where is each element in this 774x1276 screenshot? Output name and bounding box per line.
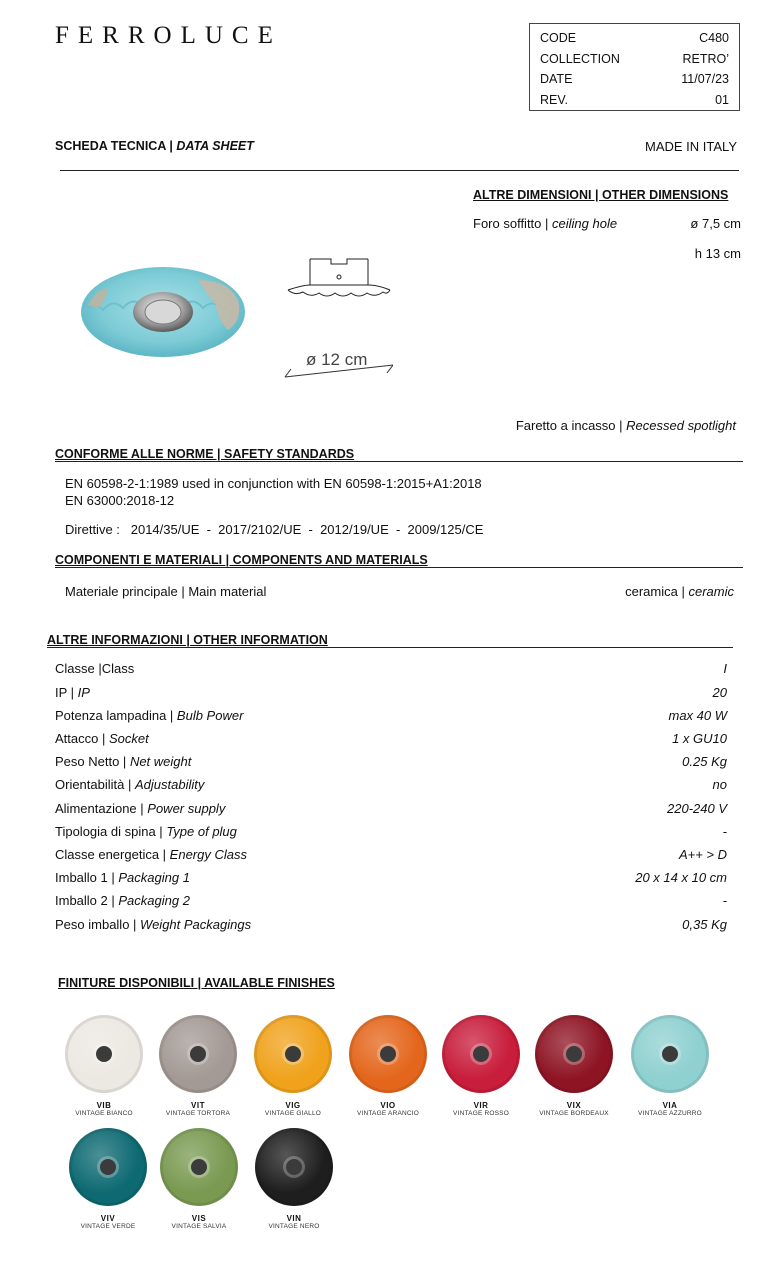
finish-code: VIR (473, 1101, 489, 1110)
row-label (55, 708, 243, 723)
finish-swatch-vio (348, 1015, 428, 1118)
row-label (55, 893, 190, 908)
row-label-en: Weight Packagings (140, 917, 252, 932)
brand-logo: FERROLUCE (55, 22, 282, 49)
divider (60, 170, 739, 171)
info-table-row (55, 708, 727, 723)
other-dimensions-title: ALTRE DIMENSIONI | OTHER DIMENSIONS (473, 188, 729, 202)
finish-code: VIS (191, 1214, 207, 1223)
finish-swatch-vin (254, 1128, 334, 1231)
standards-line-2: EN 63000:2018-12 (65, 493, 175, 508)
row-label (55, 731, 149, 746)
row-label (55, 685, 90, 700)
row-label-en: IP (77, 685, 90, 700)
row-label-it: Peso imballo | (55, 917, 137, 932)
row-value: A++ > D (678, 847, 727, 862)
row-value: 20 x 14 x 10 cm (635, 870, 727, 885)
finish-hole (286, 1159, 302, 1175)
row-label (55, 870, 190, 885)
finish-hole (380, 1046, 396, 1062)
finish-swatch-vib (64, 1015, 144, 1118)
info-label: COLLECTION (540, 51, 620, 66)
finish-color-disc (65, 1015, 143, 1093)
page-title (55, 139, 254, 153)
finish-code: VIX (566, 1101, 582, 1110)
finish-swatch-via (630, 1015, 710, 1118)
finish-hole (473, 1046, 489, 1062)
row-label-en: Packaging 1 (118, 870, 190, 885)
info-value: C480 (699, 31, 729, 45)
row-label (55, 847, 247, 862)
finish-code: VIB (96, 1101, 112, 1110)
row-value: - (722, 893, 727, 908)
main-material-label: Materiale principale | Main material (65, 584, 267, 599)
info-table-row (55, 685, 727, 700)
row-label-it: Tipologia di spina | (55, 824, 163, 839)
row-value: 220-240 V (667, 801, 727, 816)
other-info-title: ALTRE INFORMAZIONI | OTHER INFORMATION (47, 633, 328, 647)
main-material-value (625, 584, 734, 599)
diameter-label: ø 12 cm (306, 350, 368, 369)
info-table-row (55, 824, 727, 839)
finish-name: VINTAGE AZZURRO (638, 1110, 702, 1117)
row-value: max 40 W (668, 708, 727, 723)
finish-swatch-vit (158, 1015, 238, 1118)
finish-color-disc (160, 1128, 238, 1206)
finish-swatch-vis (159, 1128, 239, 1231)
made-in-label: MADE IN ITALY (645, 139, 737, 154)
standards-title: CONFORME ALLE NORME | SAFETY STANDARDS (55, 447, 355, 461)
finish-color-disc (69, 1128, 147, 1206)
finish-name: VINTAGE VERDE (80, 1223, 136, 1230)
finish-name: VINTAGE ROSSO (453, 1110, 509, 1117)
ceiling-hole-label-en: ceiling hole (552, 216, 618, 231)
finish-code: VIO (380, 1101, 396, 1110)
row-label (55, 661, 134, 676)
row-label (55, 754, 191, 769)
info-row-date (540, 69, 729, 90)
directives-line: Direttive : 2014/35/UE - 2017/2102/UE - 2012/19/UE - 2009/125/CE (65, 522, 484, 537)
divider (55, 461, 743, 462)
row-label-it: Potenza lampadina | (55, 708, 174, 723)
finish-code: VIV (100, 1214, 116, 1223)
row-label-en: Net weight (129, 754, 192, 769)
row-label-en: Power supply (147, 801, 226, 816)
row-label-it: Attacco | (55, 731, 106, 746)
finishes-title: FINITURE DISPONIBILI | AVAILABLE FINISHES (58, 976, 335, 990)
row-value: 0,35 Kg (682, 917, 727, 932)
row-label (55, 917, 251, 932)
info-table-row (55, 801, 727, 816)
finish-name: VINTAGE BORDEAUX (539, 1110, 609, 1117)
product-height: h 13 cm (694, 246, 741, 261)
finish-color-disc (254, 1015, 332, 1093)
finish-name: VINTAGE BIANCO (75, 1110, 133, 1117)
finish-color-disc (349, 1015, 427, 1093)
row-label-it: Imballo 1 | (55, 870, 115, 885)
finish-color-disc (535, 1015, 613, 1093)
product-type-en: Recessed spotlight (626, 418, 736, 433)
row-label-en: Bulb Power (176, 708, 244, 723)
divider (55, 567, 743, 568)
info-table-row (55, 893, 727, 908)
row-label-it: Classe |Class (55, 661, 135, 676)
finish-name: VINTAGE ARANCIO (356, 1110, 420, 1117)
finish-color-disc (159, 1015, 237, 1093)
finish-hole (662, 1046, 678, 1062)
finish-code: VIT (191, 1101, 205, 1110)
page-title-it: SCHEDA TECNICA | (55, 139, 173, 153)
info-label: REV. (540, 92, 569, 107)
info-label: CODE (540, 31, 577, 45)
row-label (55, 801, 225, 816)
row-label (55, 777, 204, 792)
finish-hole (100, 1159, 116, 1175)
info-table-row (55, 917, 727, 932)
row-value: 20 (712, 685, 727, 700)
finish-code: VIA (662, 1101, 678, 1110)
ceiling-hole-label-it: Foro soffitto | (473, 216, 549, 231)
info-table-row (55, 661, 727, 676)
row-label-en: Socket (108, 731, 149, 746)
info-table-row (55, 754, 727, 769)
product-photo (78, 260, 248, 360)
finish-hole (96, 1046, 112, 1062)
finish-name: VINTAGE NERO (268, 1223, 320, 1230)
product-type (516, 418, 736, 433)
main-material-value-it: ceramica | (625, 584, 685, 599)
finish-swatch-vix (534, 1015, 614, 1118)
finish-name: VINTAGE GIALLO (264, 1110, 322, 1117)
standards-line-1: EN 60598-2-1:1989 used in conjunction with EN 60598-1:2015+A1:2018 (65, 476, 482, 491)
finish-swatch-vig (253, 1015, 333, 1118)
finish-code: VIN (286, 1214, 302, 1223)
finish-swatch-vir (441, 1015, 521, 1118)
info-table-row (55, 777, 727, 792)
finish-name: VINTAGE SALVIA (171, 1223, 227, 1230)
info-box (529, 23, 740, 111)
info-value: 11/07/23 (681, 72, 729, 86)
row-label-it: Orientabilità | (55, 777, 132, 792)
info-table-row (55, 870, 727, 885)
finish-color-disc (255, 1128, 333, 1206)
row-label-it: Alimentazione | (55, 801, 144, 816)
row-label-it: Classe energetica | (55, 847, 167, 862)
divider (47, 647, 733, 648)
ceiling-hole-label (473, 216, 617, 231)
finish-hole (285, 1046, 301, 1062)
row-value: 1 x GU10 (672, 731, 727, 746)
row-value: 0.25 Kg (682, 754, 727, 769)
finish-swatch-viv (68, 1128, 148, 1231)
row-value: - (722, 824, 727, 839)
info-value: 01 (715, 92, 729, 107)
finish-color-disc (631, 1015, 709, 1093)
row-label-it: Imballo 2 | (55, 893, 115, 908)
row-label-it: IP | (55, 685, 75, 700)
info-row-code (540, 28, 729, 49)
row-label-it: Peso Netto | (55, 754, 127, 769)
info-label: DATE (540, 72, 573, 86)
finish-hole (191, 1159, 207, 1175)
info-row-rev (540, 90, 729, 111)
row-label-en: Packaging 2 (118, 893, 190, 908)
info-table-row (55, 731, 727, 746)
row-label-en: Adjustability (134, 777, 205, 792)
product-type-it: Faretto a incasso | (515, 418, 623, 433)
info-row-collection (540, 49, 729, 70)
finish-code: VIG (285, 1101, 301, 1110)
row-value: I (723, 661, 727, 676)
info-table-row (55, 847, 727, 862)
row-label-en: Type of plug (166, 824, 237, 839)
materials-title: COMPONENTI E MATERIALI | COMPONENTS AND MATERIALS (55, 553, 428, 567)
row-value: no (712, 777, 727, 792)
row-label (55, 824, 237, 839)
main-material-value-en: ceramic (688, 584, 734, 599)
finish-color-disc (442, 1015, 520, 1093)
page-title-en: DATA SHEET (176, 139, 254, 153)
finish-hole (190, 1046, 206, 1062)
finish-hole (566, 1046, 582, 1062)
finish-name: VINTAGE TORTORA (165, 1110, 231, 1117)
info-value: RETRO’ (682, 51, 729, 66)
row-label-en: Energy Class (169, 847, 247, 862)
ceiling-hole-diameter: ø 7,5 cm (690, 216, 741, 231)
